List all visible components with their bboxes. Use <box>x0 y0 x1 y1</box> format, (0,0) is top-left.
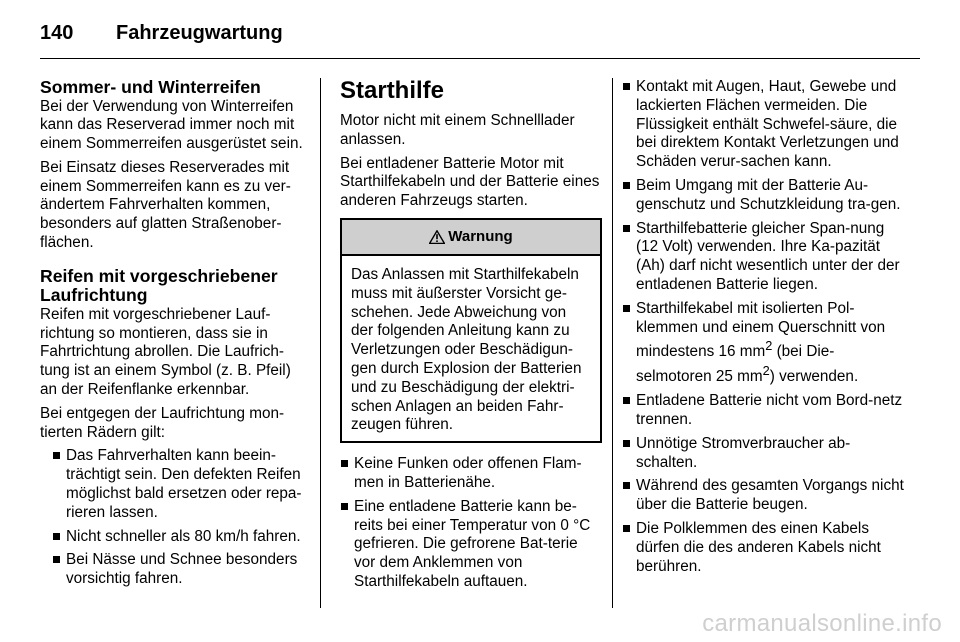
list-item: Unnötige Stromverbraucher ab-schalten. <box>622 435 910 473</box>
paragraph: Bei der Verwendung von Winterreifen kann das Reserverad immer noch mit einem Sommerreifen ausgerüstet sein. <box>40 97 303 153</box>
column-left <box>40 78 308 594</box>
paragraph: Reifen mit vorgeschriebener Lauf-richtung so montieren, dass sie in Fahrtrichtung abrollen. Die Laufrich-tung ist an einem Symbol (z. B. Pfeil) an der Reifenflanke erkennbar. <box>40 305 291 399</box>
column-divider <box>612 78 613 608</box>
superscript: 2 <box>762 363 770 379</box>
list-item: Starthilfebatterie gleicher Span-nung (12 Volt) verwenden. Ihre Ka-pazität (Ah) darf nicht wesentlich unter der der entladenen Batterie liegen. <box>622 220 910 295</box>
warning-title: Warnung <box>448 227 513 245</box>
list-item <box>622 300 910 387</box>
section-heading-jump-start: Starthilfe <box>340 77 445 104</box>
column-middle <box>340 78 602 597</box>
list-item: Nicht schneller als 80 km/h fahren. <box>52 528 308 547</box>
paragraph: Bei Einsatz dieses Reserverades mit einem Sommerreifen kann es zu ver-ändertem Fahrverhalten kommen, besonders auf glatten Straßenober-flächen. <box>40 158 291 252</box>
list-item: Eine entladene Batterie kann be-reits bei einer Temperatur von 0 °C gefrieren. Die gefrorene Bat-terie vor dem Anklemmen von Starthilfekabeln auftauen. <box>340 498 602 592</box>
section-heading-summer-winter-tires: Sommer- und Winterreifen <box>40 77 261 97</box>
column-divider <box>320 78 321 608</box>
bullet-list <box>340 455 602 592</box>
superscript: 2 <box>765 338 773 354</box>
warning-header <box>342 220 600 256</box>
watermark-brand: carmanualsonline.info <box>702 610 942 637</box>
list-item-text: ) verwenden. <box>769 368 859 386</box>
paragraph: Bei entladener Batterie Motor mit Starthilfekabeln und der Batterie eines anderen Fahrzeugs starten. <box>340 154 600 210</box>
list-item-text: (bei Die-selmotoren 25 mm <box>636 343 835 386</box>
list-item: Bei Nässe und Schnee besonders vorsichtig fahren. <box>52 551 308 589</box>
list-item: Das Fahrverhalten kann beein-trächtigt sein. Den defekten Reifen möglichst bald ersetzen oder repa-rieren lassen. <box>52 447 308 522</box>
page-header <box>40 18 920 59</box>
list-item-text: Starthilfekabel mit isolierten Pol-klemmen und einem Querschnitt von mindestens 16 mm <box>636 299 886 361</box>
list-item: Beim Umgang mit der Batterie Au-genschutz und Schutzkleidung tra-gen. <box>622 177 910 215</box>
warning-text: Das Anlassen mit Starthilfekabeln muss mit äußerster Vorsicht ge-schehen. Jede Abweichung von der folgenden Anleitung kann zu Verletzungen oder Beschädigun-gen durch Explosion der Batterien und zu Beschädigung der elektri-schen Anlagen an beiden Fahr-zeugen führen. <box>351 265 582 434</box>
list-item: Entladene Batterie nicht vom Bord-netz trennen. <box>622 392 910 430</box>
bullet-list <box>40 447 308 589</box>
list-item: Keine Funken oder offenen Flam-men in Batterienähe. <box>340 455 602 493</box>
paragraph: Bei entgegen der Laufrichtung mon-tierten Rädern gilt: <box>40 404 285 441</box>
list-item: Während des gesamten Vorgangs nicht über die Batterie beugen. <box>622 477 910 515</box>
list-item: Kontakt mit Augen, Haut, Gewebe und lackierten Flächen vermeiden. Die Flüssigkeit enthält Schwefel-säure, die bei direktem Kontakt Verletzungen und Schäden verur-sachen kann. <box>622 78 910 172</box>
column-right <box>622 78 910 581</box>
page-number: 140 <box>40 22 74 44</box>
list-item: Die Polklemmen des einen Kabels dürfen die des anderen Kabels nicht berühren. <box>622 520 910 576</box>
bullet-list <box>622 78 910 576</box>
warning-triangle-icon <box>429 230 445 244</box>
chapter-title: Fahrzeugwartung <box>116 22 283 44</box>
section-heading-directional-tires: Reifen mit vorgeschriebener Laufrichtung <box>40 265 278 306</box>
warning-box <box>340 218 602 443</box>
paragraph: Motor nicht mit einem Schnelllader anlassen. <box>340 112 575 148</box>
